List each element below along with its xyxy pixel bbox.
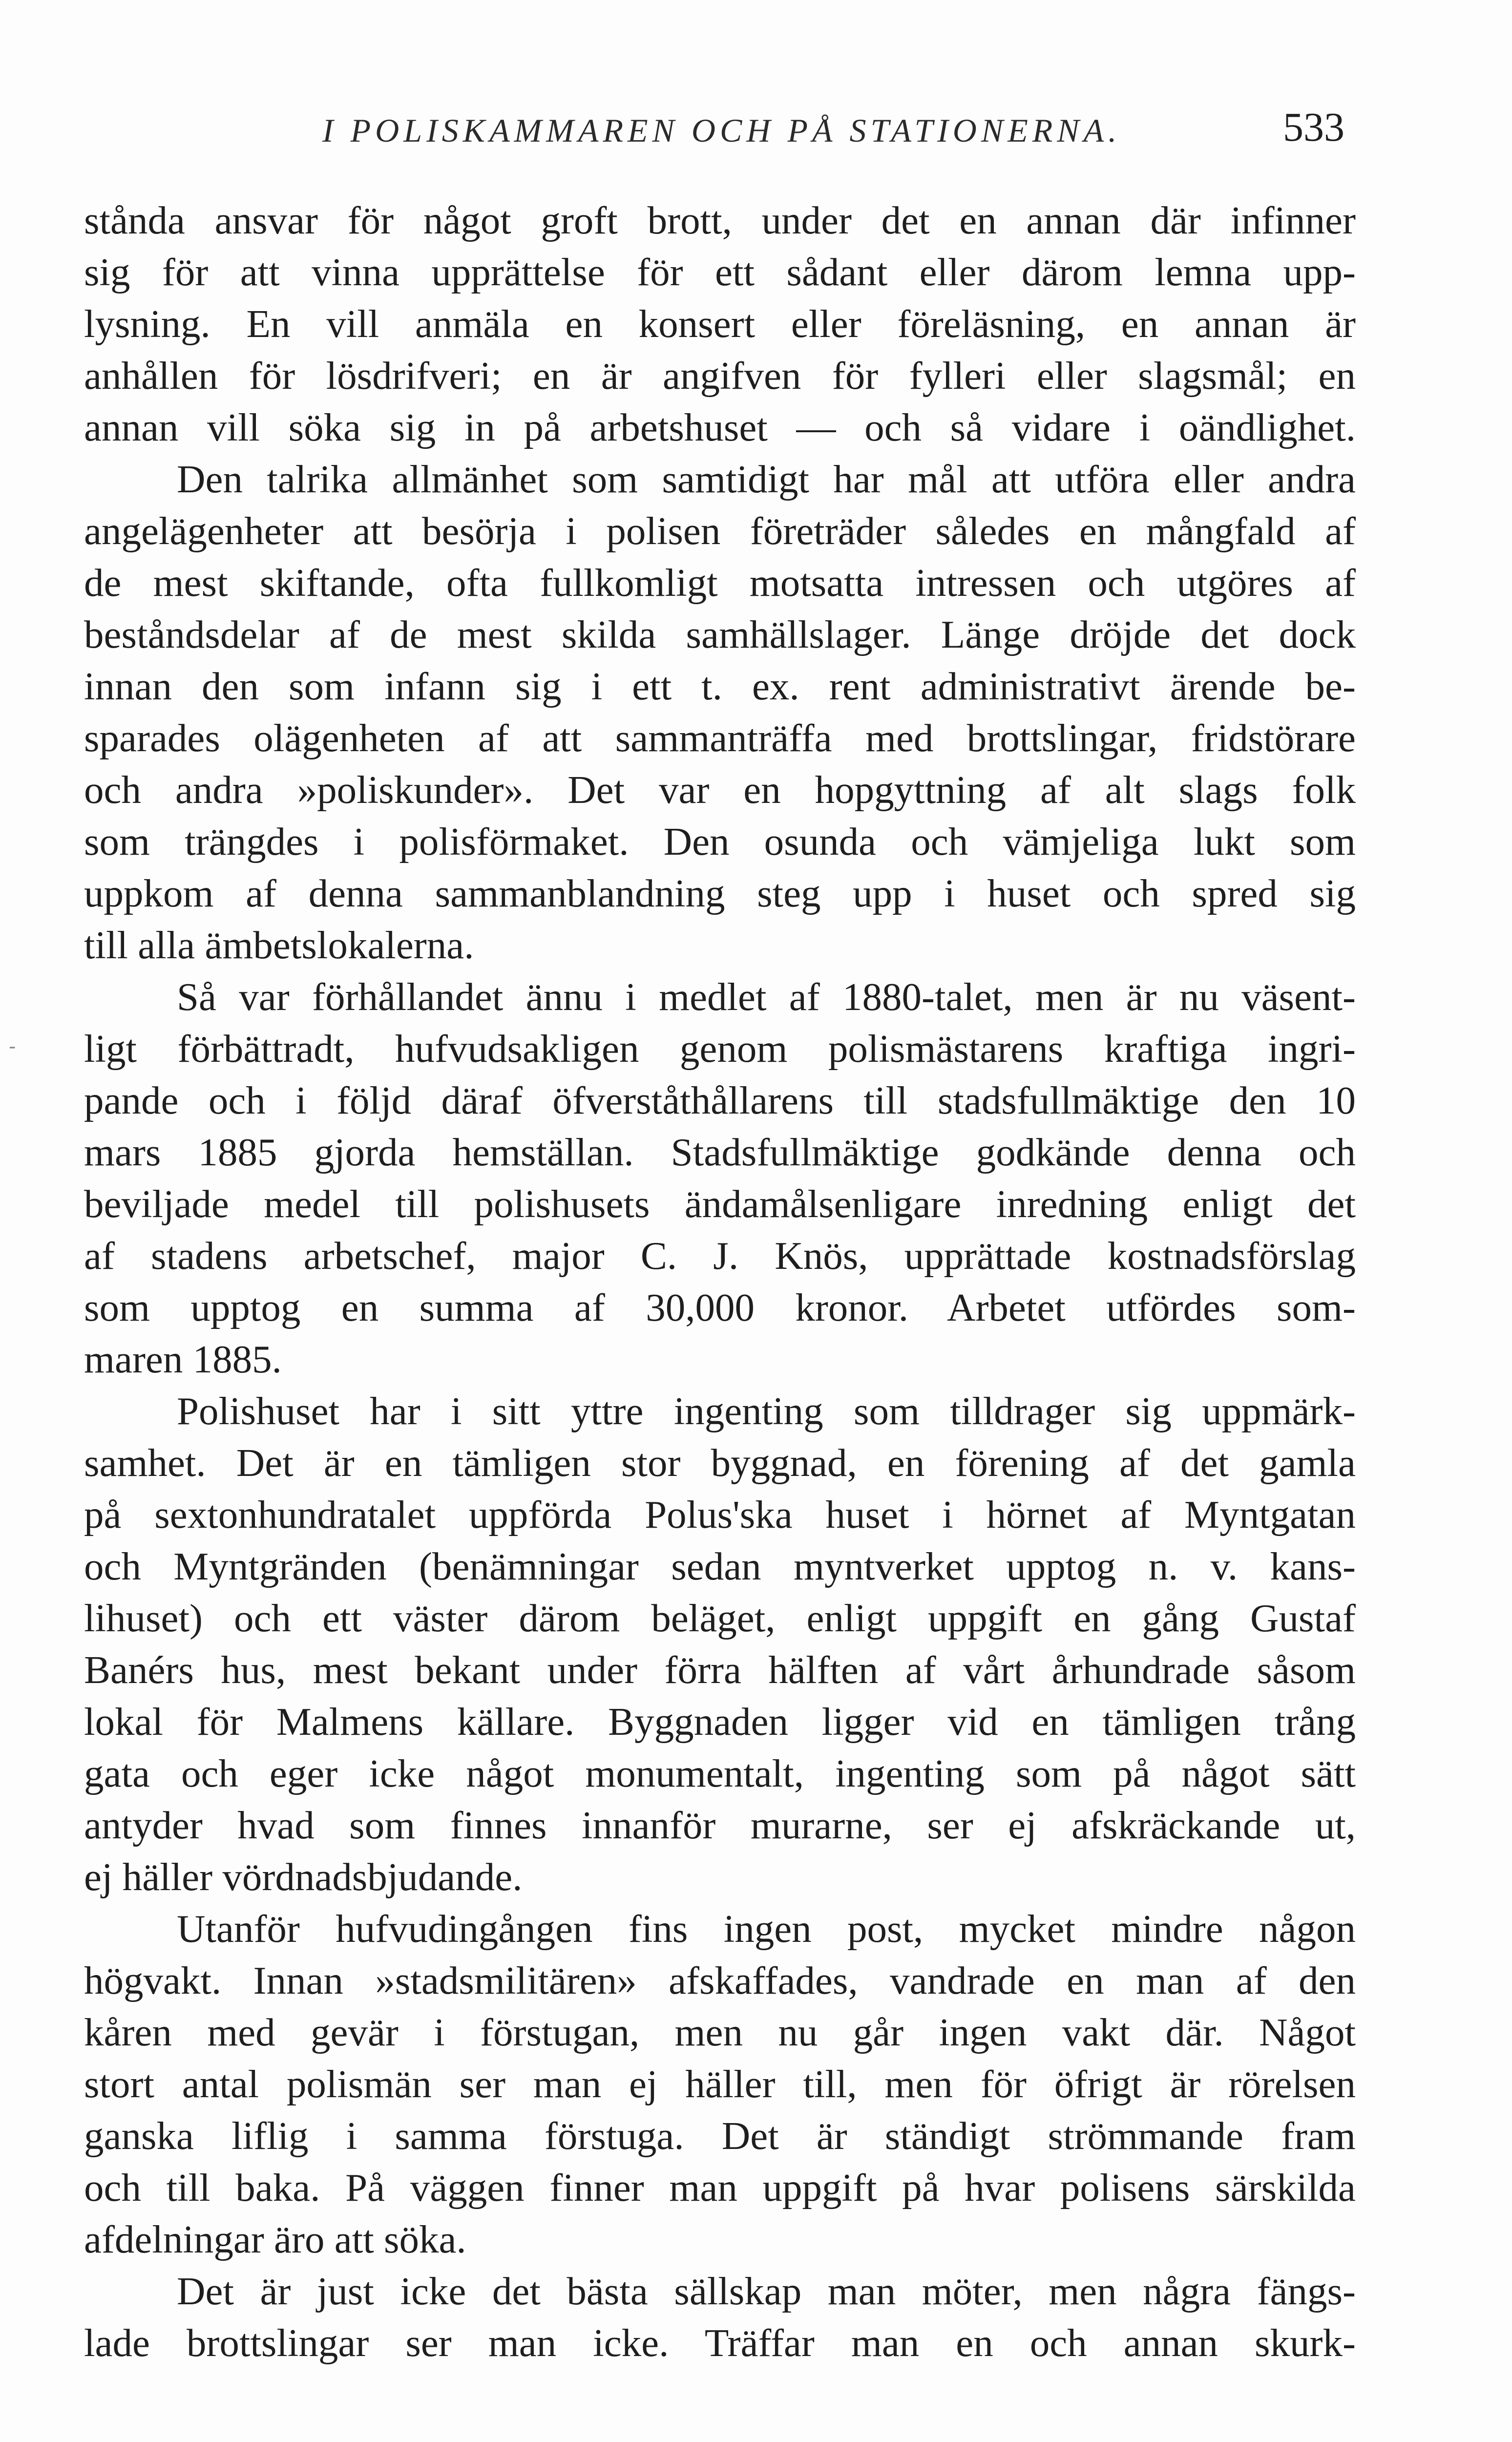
page-number: 533 bbox=[1283, 105, 1344, 150]
text-line: på sextonhundratalet uppförda Polus'ska huset i hörnet af Myntgatan bbox=[84, 1493, 1356, 1537]
text-line: mars 1885 gjorda hemställan. Stadsfullmäktige godkände denna och bbox=[84, 1130, 1356, 1174]
text-line: antyder hvad som finnes innanför murarne, ser ej afskräckande ut, bbox=[84, 1803, 1356, 1847]
text-line: lihuset) och ett väster därom beläget, enligt uppgift en gång Gustaf bbox=[84, 1596, 1356, 1640]
text-line: beståndsdelar af de mest skilda samhällslager. Länge dröjde det dock bbox=[84, 612, 1356, 656]
text-line: lysning. En vill anmäla en konsert eller föreläsning, en annan är bbox=[84, 302, 1356, 346]
text-line: kåren med gevär i förstugan, men nu går ingen vakt där. Något bbox=[84, 2010, 1356, 2054]
paragraph-start-line: Utanför hufvudingången fins ingen post, mycket mindre någon bbox=[177, 1907, 1356, 1951]
paragraph-end-line: maren 1885. bbox=[84, 1337, 282, 1381]
text-line: samhet. Det är en tämligen stor byggnad, en förening af det gamla bbox=[84, 1441, 1356, 1485]
text-line: ganska liflig i samma förstuga. Det är ständigt strömmande fram bbox=[84, 2114, 1356, 2158]
text-line: och Myntgränden (benämningar sedan myntverket upptog n. v. kans- bbox=[84, 1544, 1356, 1588]
text-line: som upptog en summa af 30,000 kronor. Arbetet utfördes som- bbox=[84, 1285, 1356, 1329]
text-line: pande och i följd däraf öfverståthållarens till stadsfullmäktige den 10 bbox=[84, 1078, 1356, 1122]
text-line: innan den som infann sig i ett t. ex. rent administrativt ärende be- bbox=[84, 664, 1356, 708]
text-line: annan vill söka sig in på arbetshuset — och så vidare i oändlighet. bbox=[84, 405, 1356, 449]
running-title: I POLISKAMMAREN OCH PÅ STATIONERNA. bbox=[322, 112, 1121, 149]
paragraph-start-line: Det är just icke det bästa sällskap man möter, men några fängs- bbox=[177, 2269, 1356, 2313]
text-line: och till baka. På väggen finner man uppgift på hvar polisens särskilda bbox=[84, 2166, 1356, 2210]
text-line: beviljade medel till polishusets ändamålsenligare inredning enligt det bbox=[84, 1182, 1356, 1226]
text-line: angelägenheter att besörja i polisen företräder således en mångfald af bbox=[84, 509, 1356, 553]
text-line: lade brottslingar ser man icke. Träffar man en och annan skurk- bbox=[84, 2321, 1356, 2365]
text-line: och andra »poliskunder». Det var en hopgyttning af alt slags folk bbox=[84, 768, 1356, 812]
paragraph-end-line: afdelningar äro att söka. bbox=[84, 2217, 466, 2261]
text-line: stånda ansvar för något groft brott, under det en annan där infinner bbox=[84, 198, 1356, 242]
text-line: gata och eger icke något monumentalt, ingenting som på något sätt bbox=[84, 1751, 1356, 1795]
paragraph-start-line: Polishuset har i sitt yttre ingenting som tilldrager sig uppmärk- bbox=[177, 1389, 1356, 1433]
text-line: ligt förbättradt, hufvudsakligen genom polismästarens kraftiga ingri- bbox=[84, 1027, 1356, 1071]
body-text bbox=[84, 194, 1356, 2369]
text-line: som trängdes i polisförmaket. Den osunda och vämjeliga lukt som bbox=[84, 820, 1356, 863]
text-line: Banérs hus, mest bekant under förra hälften af vårt århundrade såsom bbox=[84, 1648, 1356, 1692]
margin-mark: - bbox=[9, 1035, 16, 1058]
text-line: de mest skiftande, ofta fullkomligt motsatta intressen och utgöres af bbox=[84, 561, 1356, 605]
text-line: af stadens arbetschef, major C. J. Knös, upprättade kostnadsförslag bbox=[84, 1234, 1356, 1278]
text-line: sig för att vinna upprättelse för ett sådant eller därom lemna upp- bbox=[84, 250, 1356, 294]
paragraph-end-line: till alla ämbetslokalerna. bbox=[84, 923, 474, 967]
paragraph-end-line: ej häller vördnadsbjudande. bbox=[84, 1855, 523, 1899]
text-line: högvakt. Innan »stadsmilitären» afskaffades, vandrade en man af den bbox=[84, 1958, 1356, 2002]
text-line: anhållen för lösdrifveri; en är angifven för fylleri eller slagsmål; en bbox=[84, 354, 1356, 398]
text-line: stort antal polismän ser man ej häller till, men för öfrigt är rörelsen bbox=[84, 2062, 1356, 2106]
text-line: uppkom af denna sammanblandning steg upp i huset och spred sig bbox=[84, 871, 1356, 915]
paragraph-start-line: Den talrika allmänhet som samtidigt har mål att utföra eller andra bbox=[177, 457, 1356, 501]
text-line: lokal för Malmens källare. Byggnaden ligger vid en tämligen trång bbox=[84, 1700, 1356, 1744]
paragraph-start-line: Så var förhållandet ännu i medlet af 1880-talet, men är nu väsent- bbox=[177, 975, 1356, 1019]
text-line: sparades olägenheten af att sammanträffa med brottslingar, fridstörare bbox=[84, 716, 1356, 760]
